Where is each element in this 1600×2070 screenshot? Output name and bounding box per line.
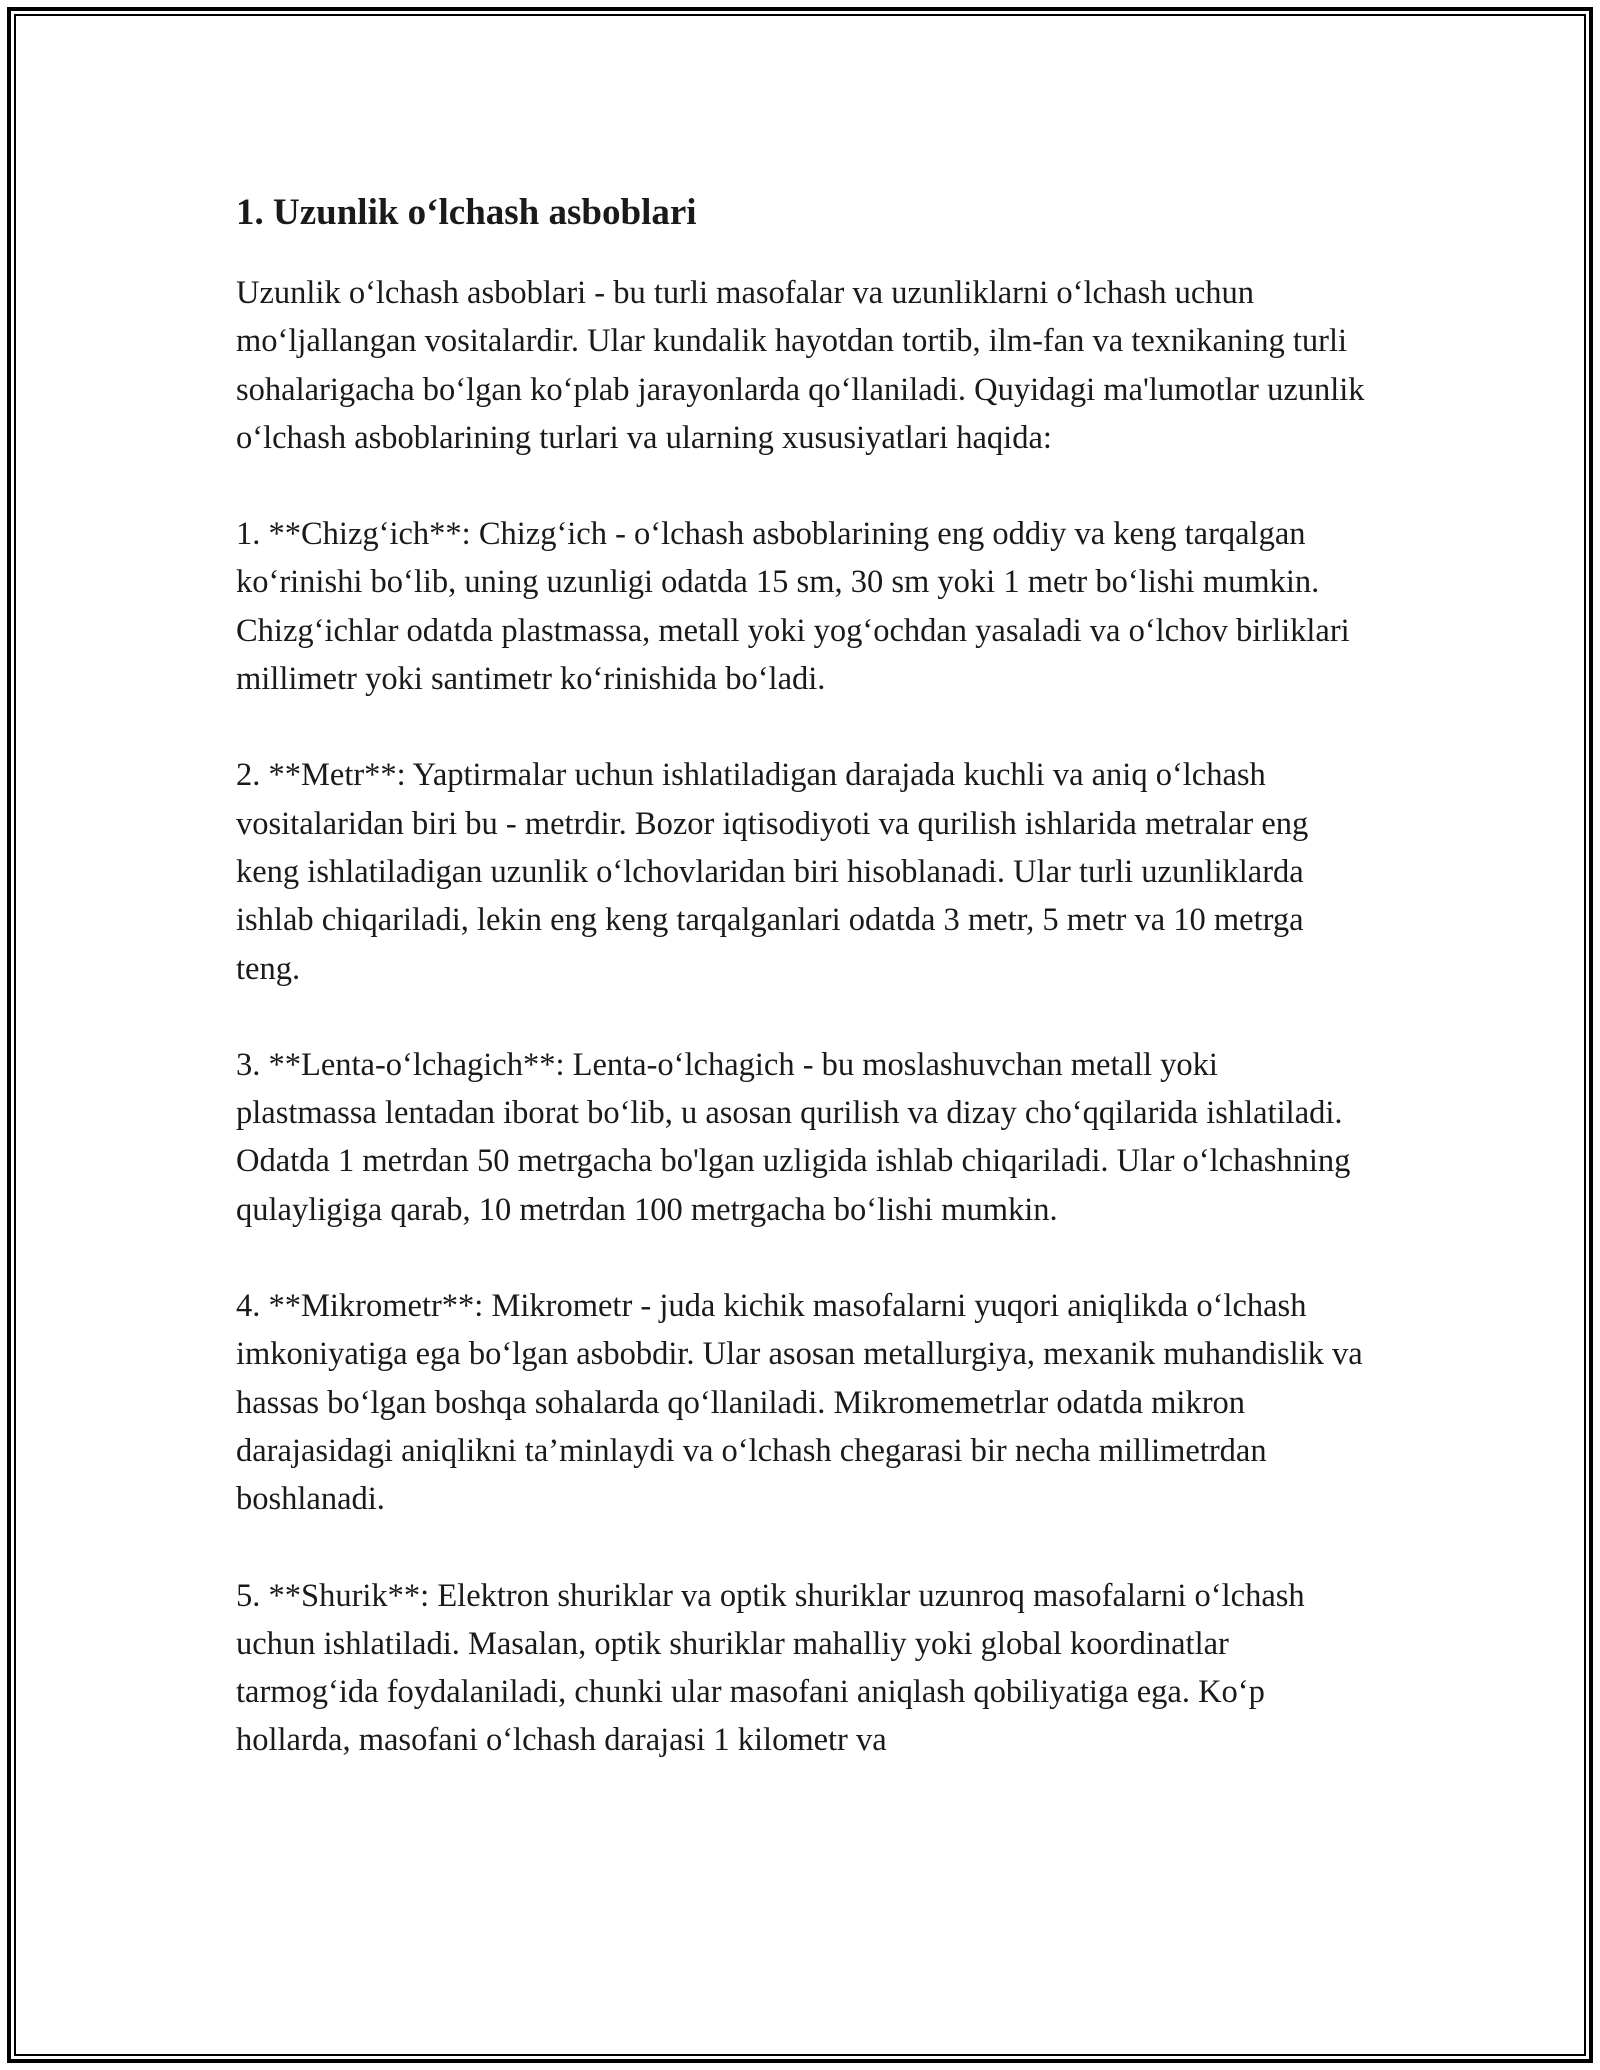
item-chizgich-paragraph: 1. **Chizg‘ich**: Chizg‘ich - o‘lchash asboblarining eng oddiy va keng tarqalgan ko‘rinishi bo‘lib, uning uzunligi odatda 15 sm, 30 sm yoki 1 metr bo‘lishi mumkin. Chizg‘ichlar odatda plastmassa, metall yoki yog‘ochdan yasaladi va o‘lchov birliklari millimetr yoki santimetr ko‘rinishida bo‘ladi. xyxy=(236,516,1350,698)
document-body xyxy=(236,185,1366,1813)
intro-paragraph: Uzunlik o‘lchash asboblari - bu turli masofalar va uzunliklarni o‘lchash uchun mo‘ljallangan vositalardir. Ular kundalik hayotdan tortib, ilm-fan va texnikaning turli sohalarigacha bo‘lgan ko‘plab jarayonlarda qo‘llaniladi. Quyidagi ma'lumotlar uzunlik o‘lchash asboblarining turlari va ularning xususiyatlari haqida: xyxy=(236,275,1365,456)
item-metr-paragraph: 2. **Metr**: Yaptirmalar uchun ishlatiladigan darajada kuchli va aniq o‘lchash vositalaridan biri bu - metrdir. Bozor iqtisodiyoti va qurilish ishlarida metralar eng keng ishlatiladigan uzunlik o‘lchovlaridan biri hisoblanadi. Ular turli uzunliklarda ishlab chiqariladi, lekin eng keng tarqalganlari odatda 3 metr, 5 metr va 10 metrga teng. xyxy=(236,757,1309,987)
item-lenta-olchagich-paragraph: 3. **Lenta-o‘lchagich**: Lenta-o‘lchagich - bu moslashuvchan metall yoki plastmassa lentadan iborat bo‘lib, u asosan qurilish va dizay cho‘qqilarida ishlatiladi. Odatda 1 metrdan 50 metrgacha bo'lgan uzligida ishlab chiqariladi. Ular o‘lchashning qulayligiga qarab, 10 metrdan 100 metrgacha bo‘lishi mumkin. xyxy=(236,1046,1351,1228)
item-mikrometr-paragraph: 4. **Mikrometr**: Mikrometr - juda kichik masofalarni yuqori aniqlikda o‘lchash imkoniyatiga ega bo‘lgan asbobdir. Ular asosan metallurgiya, mexanik muhandislik va hassas bo‘lgan boshqa sohalarda qo‘llaniladi. Mikromemetrlar odatda mikron darajasidagi aniqlikni ta’minlaydi va o‘lchash chegarasi bir necha millimetrdan boshlanadi. xyxy=(236,1288,1363,1518)
item-shurik-paragraph: 5. **Shurik**: Elektron shuriklar va optik shuriklar uzunroq masofalarni o‘lchash uchun ishlatiladi. Masalan, optik shuriklar mahalliy yoki global koordinatlar tarmog‘ida foydalaniladi, chunki ular masofani aniqlash qobiliyatiga ega. Ko‘p hollarda, masofani o‘lchash darajasi 1 kilometr va xyxy=(236,1577,1305,1759)
section-title: 1. Uzunlik o‘lchash asboblari xyxy=(236,192,697,233)
